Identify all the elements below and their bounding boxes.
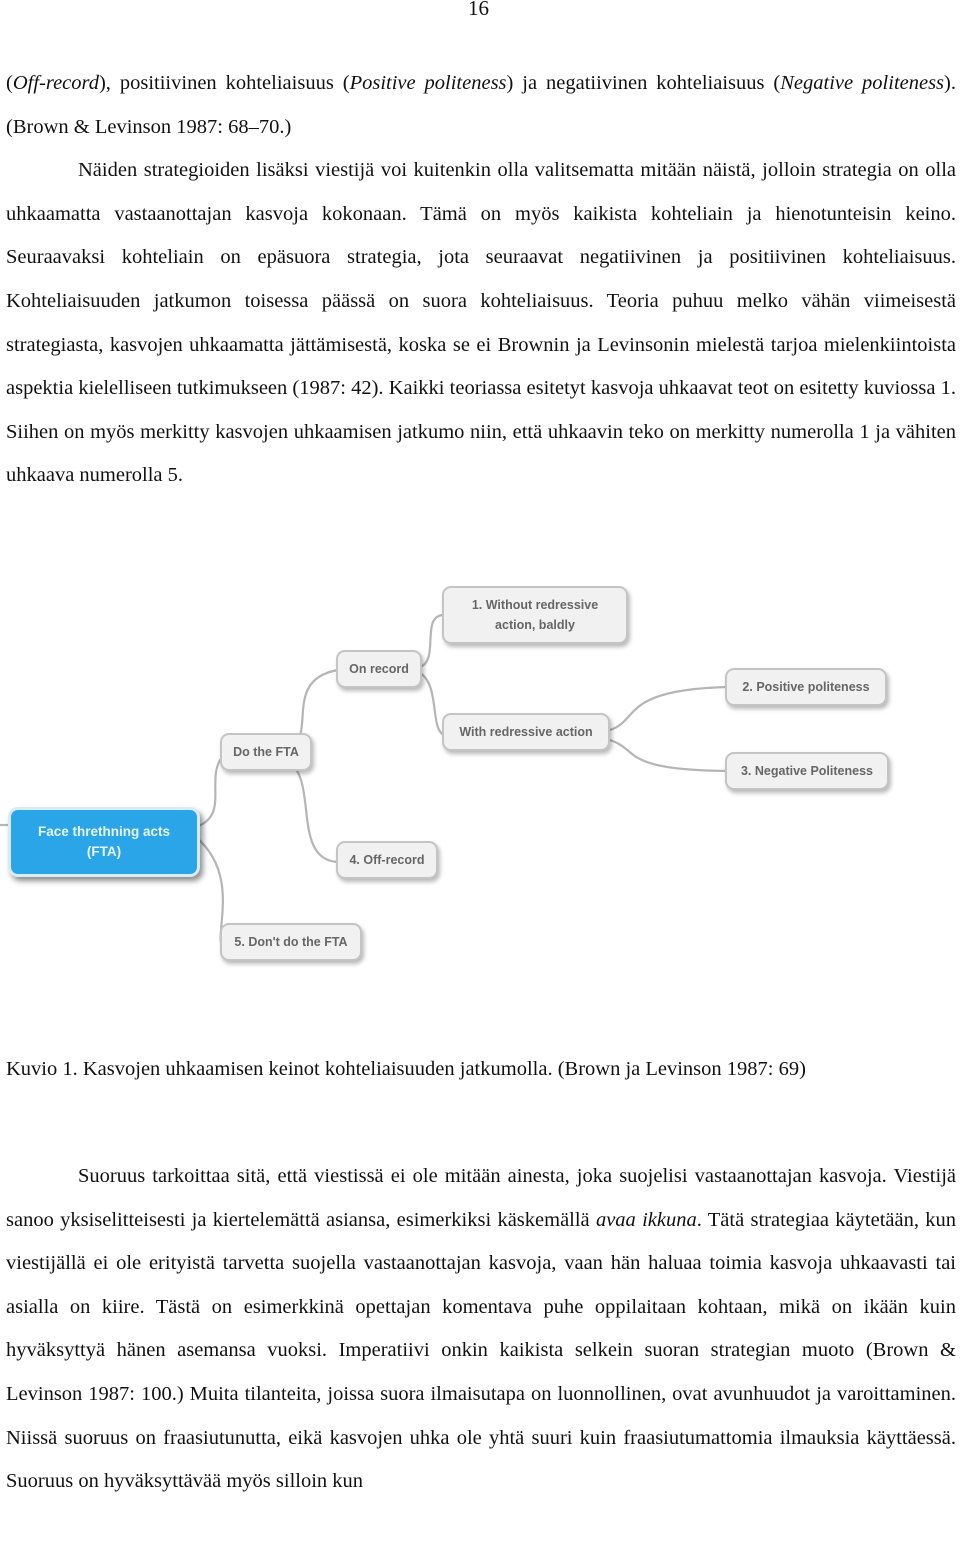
fta-strategy-diagram <box>0 575 960 985</box>
paragraph-2-body: Näiden strategioiden lisäksi viestijä voi kuitenkin olla valitsematta mitään näistä, jolloin strategia on olla uhkaamatta vastaanottajan kasvoja kokonaan. Tämä on myös kaikista kohteliain ja hienotunteisin keino. Seuraavaksi kohteliain on epäsuora strategia, jota seuraavat negatiivinen ja positiivinen kohteliaisuus. Kohteliaisuuden jatkumon toisessa päässä on suora kohteliaisuus. Teoria puhuu melko vähän viimeisestä strategiasta, kasvojen uhkaamatta jättämisestä, koska se ei Brownin ja Levinsonin mielestä tarjoa mielenkiintoista aspektia kielelliseen tutkimukseen (1987: 42). Kaikki teoriassa esitetyt kasvoja uhkaavat teot on esitetty kuviossa 1. Siihen on myös merkitty kasvojen uhkaamisen jatkumo niin, että uhkaavin teko on merkitty numerolla 1 ja vähiten uhkaava numerolla 5. <box>6 159 956 487</box>
node-on-record <box>336 650 422 688</box>
node-negative-politeness-label: 3. Negative Politeness <box>740 764 873 778</box>
node-dont-do-the-fta-label: 5. Don't do the FTA <box>234 935 348 949</box>
edge-redress-negative <box>610 740 727 771</box>
paragraph-1 <box>6 62 956 498</box>
node-positive-politeness <box>725 668 887 706</box>
paragraph-1-part-4: Positive politeness <box>349 72 507 94</box>
paragraph-1-part-3: ), positiivinen kohteliaisuus ( <box>98 72 350 94</box>
paragraph-1-part-6: Negative politeness <box>780 72 945 94</box>
paragraph-3-part-3: . Tätä strategiaa käytetään, kun viestijällä ei ole erityistä tarvetta suojella vastaanottajan kasvoja, vaan hän haluaa toimia kasvoja uhkaavasti tai asialla on kiire. Tästä on esimerkkinä opettajan komentava puhe oppilaitaan kohtaan, mikä on ikään kuin hyväksyttyä hänen asemansa vuoksi. Imperatiivi onkin kaikista selkein suoran strategian muoto (Brown & Levinson 1987: 100.) Muita tilanteita, joissa suora ilmaisutapa on luonnollinen, ovat avunhuudot ja varoittaminen. Niissä suoruus on fraasiutunutta, eikä kasvojen uhka ole yhtä suuri kuin fraasiutumattomia ilmauksia käyttäessä. Suoruus on hyväksyttävää myös silloin kun <box>6 1208 956 1493</box>
node-dont-do-the-fta <box>220 923 362 961</box>
page-number: 16 <box>468 0 489 20</box>
node-with-redressive-action-label: With redressive action <box>459 725 593 739</box>
paragraph-3-part-1: Suoruus tarkoittaa sitä, että viestissä ei ole mitään ainesta, joka suojelisi vastaanottajan kasvoja. Viestijä sanoo yksiselitteisesti ja kiertelemättä asiansa, esimerkiksi käskemällä <box>6 1165 956 1231</box>
node-negative-politeness <box>725 752 889 790</box>
figure-caption: Kuvio 1. Kasvojen uhkaamisen keinot kohteliaisuuden jatkumolla. (Brown ja Levinson 1987: 69) <box>6 1058 806 1080</box>
node-without-redressive-action <box>442 586 628 644</box>
node-without-redressive-action-label: 1. Without redressive action, baldly <box>471 598 599 632</box>
node-do-the-fta <box>220 733 312 771</box>
node-face-threatening-acts-label: Face threthning acts (FTA) <box>37 824 171 859</box>
paragraph-1-part-1: ( <box>6 72 13 94</box>
edge-on-record-redress <box>420 673 444 735</box>
paragraph-1-part-7: ). (Brown & Levinson 1987: 68–70.) <box>6 72 956 138</box>
node-positive-politeness-label: 2. Positive politeness <box>742 680 870 694</box>
node-face-threatening-acts <box>8 807 200 877</box>
paragraph-1-part-2: Off-record <box>12 72 99 94</box>
node-with-redressive-action <box>442 713 610 751</box>
edge-on-record-baldly <box>420 615 444 667</box>
node-on-record-label: On record <box>349 662 409 676</box>
paragraph-1-part-5: ) ja negatiivinen kohteliaisuus ( <box>506 72 781 94</box>
edge-do-fta-off-record <box>286 761 338 862</box>
paragraph-3 <box>6 1155 956 1504</box>
edge-root-dont-do <box>196 837 223 947</box>
node-off-record-label: 4. Off-record <box>349 853 425 867</box>
node-do-the-fta-label: Do the FTA <box>233 745 299 759</box>
paragraph-3-part-2: avaa ikkuna <box>595 1208 697 1231</box>
edge-redress-positive <box>610 687 727 730</box>
node-off-record <box>336 841 438 879</box>
